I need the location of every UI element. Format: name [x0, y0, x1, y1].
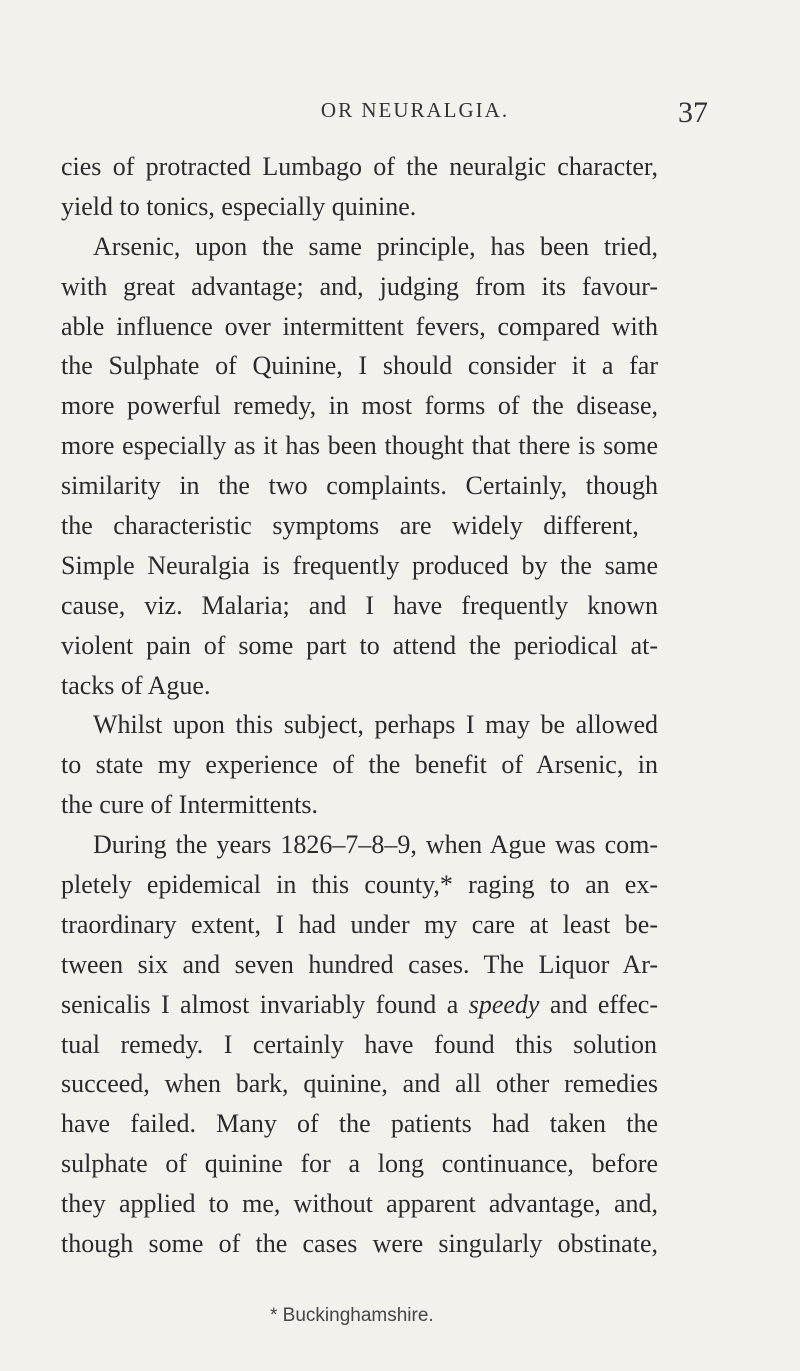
running-head: [60, 98, 760, 138]
text-line: violent pain of some part to attend the periodical at-: [61, 630, 658, 660]
footnote: * Buckinghamshire.: [270, 1305, 434, 1326]
text-line: yield to tonics, especially quinine.: [61, 191, 417, 221]
text-line: to state my experience of the benefit of Arsenic, in: [61, 750, 658, 780]
text-line: Whilst upon this subject, perhaps I may be allowed: [93, 710, 658, 740]
text-line: have failed. Many of the patients had taken the: [61, 1109, 658, 1139]
text-line: During the years 1826–7–8–9, when Ague was com-: [93, 830, 658, 860]
text-line: similarity in the two complaints. Certainly, though: [61, 471, 658, 501]
text-line: tual remedy. I certainly have found this solution: [61, 1029, 657, 1059]
text-line: tween six and seven hundred cases. The Liquor Ar-: [61, 949, 658, 979]
text-line: the characteristic symptoms are widely different,: [61, 511, 639, 541]
page-number: 37: [678, 96, 708, 129]
text-line: pletely epidemical in this county,* raging to an ex-: [61, 870, 658, 900]
text-line: though some of the cases were singularly obstinate,: [61, 1229, 658, 1259]
text-line: with great advantage; and, judging from its favour-: [61, 271, 658, 301]
text-line: cies of protracted Lumbago of the neuralgic character,: [61, 152, 658, 181]
running-title: OR NEURALGIA.: [320, 98, 510, 122]
text-line: the cure of Intermittents.: [61, 790, 319, 820]
body-text: [61, 147, 658, 1264]
text-line: they applied to me, without apparent advantage, and,: [61, 1189, 658, 1219]
text-line: succeed, when bark, quinine, and all other remedies: [61, 1069, 658, 1099]
text-line: cause, viz. Malaria; and I have frequently known: [61, 590, 658, 620]
text-line: the Sulphate of Quinine, I should consider it a far: [61, 351, 658, 381]
text-line: Arsenic, upon the same principle, has been tried,: [93, 231, 658, 261]
text-line: tacks of Ague.: [61, 670, 211, 700]
emphasis-word: speedy: [468, 989, 540, 1019]
text-line: sulphate of quinine for a long continuance, before: [61, 1149, 658, 1179]
text-line: more powerful remedy, in most forms of the disease,: [61, 391, 658, 421]
text-line: Simple Neuralgia is frequently produced by the same: [61, 550, 658, 580]
text-line: senicalis I almost invariably found a speedy and effec-: [61, 989, 658, 1019]
text-line: traordinary extent, I had under my care at least be-: [61, 909, 658, 939]
text-line: more especially as it has been thought that there is some: [61, 431, 658, 461]
text-line: able influence over intermittent fevers, compared with: [61, 311, 658, 341]
